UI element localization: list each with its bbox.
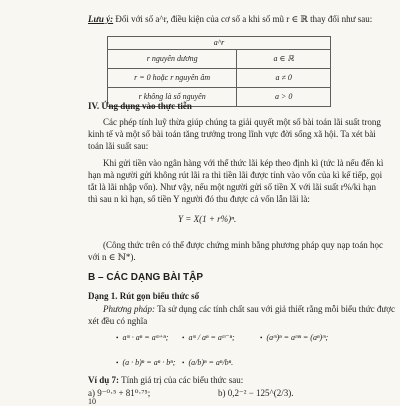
table-row (108, 50, 331, 69)
table-row (108, 69, 331, 88)
bullet-icon: • (116, 334, 119, 343)
paragraph-line: Các phép tính luỹ thừa giúp chúng ta giải quyết một số bài toán lãi suất trong (103, 117, 381, 127)
bullet-icon: • (260, 334, 263, 343)
table-cell-condition: r nguyên dương (108, 50, 237, 69)
note-line (88, 13, 372, 25)
paragraph-line: với n ∈ ℕ*). (88, 252, 136, 262)
table-cell-value: a ≠ 0 (237, 69, 331, 88)
paragraph-line: Khi gửi tiền vào ngân hàng với thể thức lãi kép theo định kì (tức là nếu đến kì (103, 158, 384, 168)
example-text: Tính giá trị của các biểu thức sau: (121, 375, 244, 385)
interest-formula: Y = X(1 + r%)ⁿ. (178, 214, 237, 224)
section-b-title: B – CÁC DẠNG BÀI TẬP (88, 272, 204, 283)
note-text: Đối với số a^r, điều kiện của cơ số a khi số mũ r ∈ ℝ thay đổi như sau: (115, 14, 373, 24)
method-line (103, 303, 395, 315)
example-label: Ví dụ 7: (88, 375, 120, 385)
formula-item: • (a/b)ⁿ = aⁿ/bⁿ. (182, 358, 234, 368)
formula-item: • (a · b)ⁿ = aⁿ · bⁿ; (116, 358, 176, 368)
formula-item: • (aᵐ)ⁿ = aᵐⁿ = (aⁿ)ᵐ; (260, 333, 329, 343)
method-label: Phương pháp: (103, 304, 155, 314)
paragraph-line: hạn mà người gửi không rút lãi ra thì tiền lãi được tính vào vốn của kì kế tiếp, gọi (88, 170, 383, 180)
bullet-icon: • (182, 334, 185, 343)
paragraph-line: (Công thức trên có thể được chứng minh bằng phương pháp quy nạp toán học (103, 240, 383, 250)
table-cell-value: a > 0 (237, 88, 331, 107)
table-cell-condition: r = 0 hoặc r nguyên âm (108, 69, 237, 88)
paragraph-line: thì sau n kì hạn, số tiền Y người đó thu được cả vốn lẫn lãi là: (88, 194, 310, 204)
example-part-a: a) 9⁻⁰·⁵ + 81⁰·⁷⁵; (88, 388, 151, 398)
formula-item: • aᵐ / aⁿ = aᵐ⁻ⁿ; (182, 333, 235, 343)
type-1-heading: Dạng 1. Rút gọn biểu thức số (88, 291, 200, 301)
page-number: 10 (88, 397, 96, 406)
formula-item: • aᵐ · aⁿ = aᵐ⁺ⁿ; (116, 333, 169, 343)
example-part-b: b) 0,2⁻² − 125^(2/3). (218, 388, 294, 398)
paragraph-line: kinh tế và một số bài toán tăng trưởng trong lĩnh vực đời sống xã hội. Ta xét bài (88, 129, 376, 139)
bullet-icon: • (116, 359, 119, 368)
method-line: xét đều có nghĩa (88, 316, 148, 326)
table-cell-value: a ∈ ℝ (237, 50, 331, 69)
paragraph-line: toán lãi suất sau: (88, 141, 149, 151)
method-text: Ta sử dụng các tính chất sau với giả thiết rằng mỗi biểu thức được (157, 304, 396, 314)
example-line (88, 374, 243, 386)
paragraph-line: tắt là lãi nhập vốn). Như vậy, nếu một người gửi số tiền X với lãi suất r%/kì hạn (88, 182, 377, 192)
condition-table (107, 36, 331, 107)
table-cell-condition: r không là số nguyên (108, 88, 237, 107)
table-header: a^r (108, 37, 331, 50)
note-label: Lưu ý: (88, 14, 114, 24)
bullet-icon: • (182, 359, 185, 368)
section-iv-title: IV. Ứng dụng vào thực tiễn (88, 101, 192, 111)
